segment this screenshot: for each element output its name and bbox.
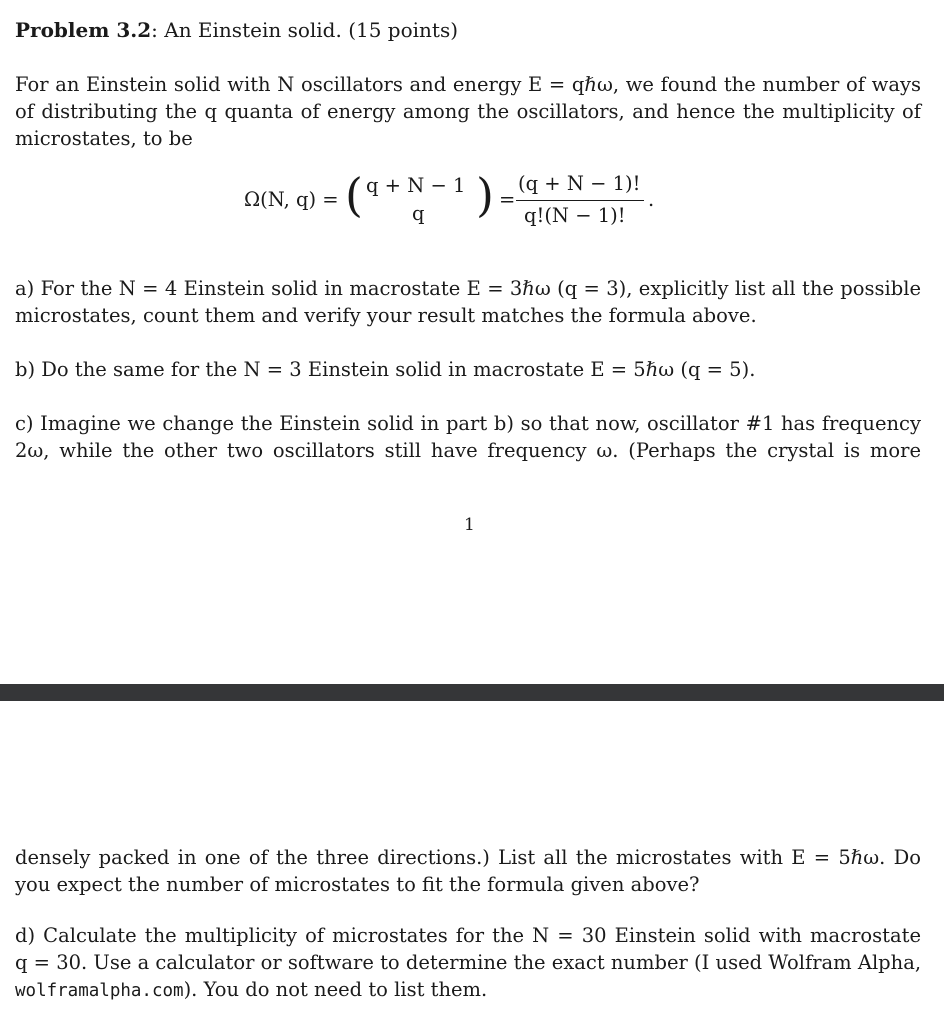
page-divider	[0, 684, 944, 701]
part-b-line-1: b) Do the same for the N = 3 Einstein solid in macrostate E = 5ℏω (q = 5).	[15, 358, 756, 381]
fraction-numerator: (q + N − 1)!	[518, 172, 641, 195]
fraction-bar	[516, 200, 644, 201]
problem-title: : An Einstein solid. (15 points)	[151, 18, 459, 42]
page-number: 1	[464, 515, 475, 535]
part-d-line-3-text: ). You do not need to list them.	[183, 978, 488, 1001]
right-paren: )	[476, 168, 494, 222]
intro-line-2: of distributing the q quanta of energy among the oscillators, and hence the multiplicity of	[15, 100, 921, 123]
fraction-denominator: q!(N − 1)!	[524, 204, 626, 227]
intro-line-1: For an Einstein solid with N oscillators and energy E = qℏω, we found the number of ways	[15, 73, 921, 96]
wolframalpha-link[interactable]: wolframalpha.com	[15, 981, 184, 1001]
binom-top: q + N − 1	[366, 174, 466, 197]
left-paren: (	[345, 168, 363, 222]
problem-label: Problem 3.2	[15, 18, 152, 42]
problem-heading	[15, 17, 921, 44]
part-c-line-1: c) Imagine we change the Einstein solid in part b) so that now, oscillator #1 has frequency	[15, 412, 921, 435]
page-2	[0, 701, 944, 1019]
binom-bottom: q	[412, 202, 425, 225]
part-d-line-1: d) Calculate the multiplicity of microstates for the N = 30 Einstein solid with macrostate	[15, 924, 921, 947]
part-c-line-2: 2ω, while the other two oscillators still have frequency ω. (Perhaps the crystal is more	[15, 439, 921, 462]
formula-lhs: Ω(N, q) =	[244, 188, 339, 211]
formula-equals: =	[499, 188, 516, 211]
part-d-line-3	[15, 976, 921, 1005]
part-a-line-2: microstates, count them and verify your result matches the formula above.	[15, 304, 757, 327]
part-d-line-2: q = 30. Use a calculator or software to determine the exact number (I used Wolfram Alpha,	[15, 951, 922, 974]
intro-line-3: microstates, to be	[15, 127, 193, 150]
part-c-line-3: densely packed in one of the three directions.) List all the microstates with E = 5ℏω. Do	[15, 846, 921, 869]
part-a-line-1: a) For the N = 4 Einstein solid in macrostate E = 3ℏω (q = 3), explicitly list all the possible	[15, 277, 921, 300]
part-c-line-4: you expect the number of microstates to fit the formula given above?	[15, 873, 700, 896]
formula-period: .	[648, 188, 655, 211]
